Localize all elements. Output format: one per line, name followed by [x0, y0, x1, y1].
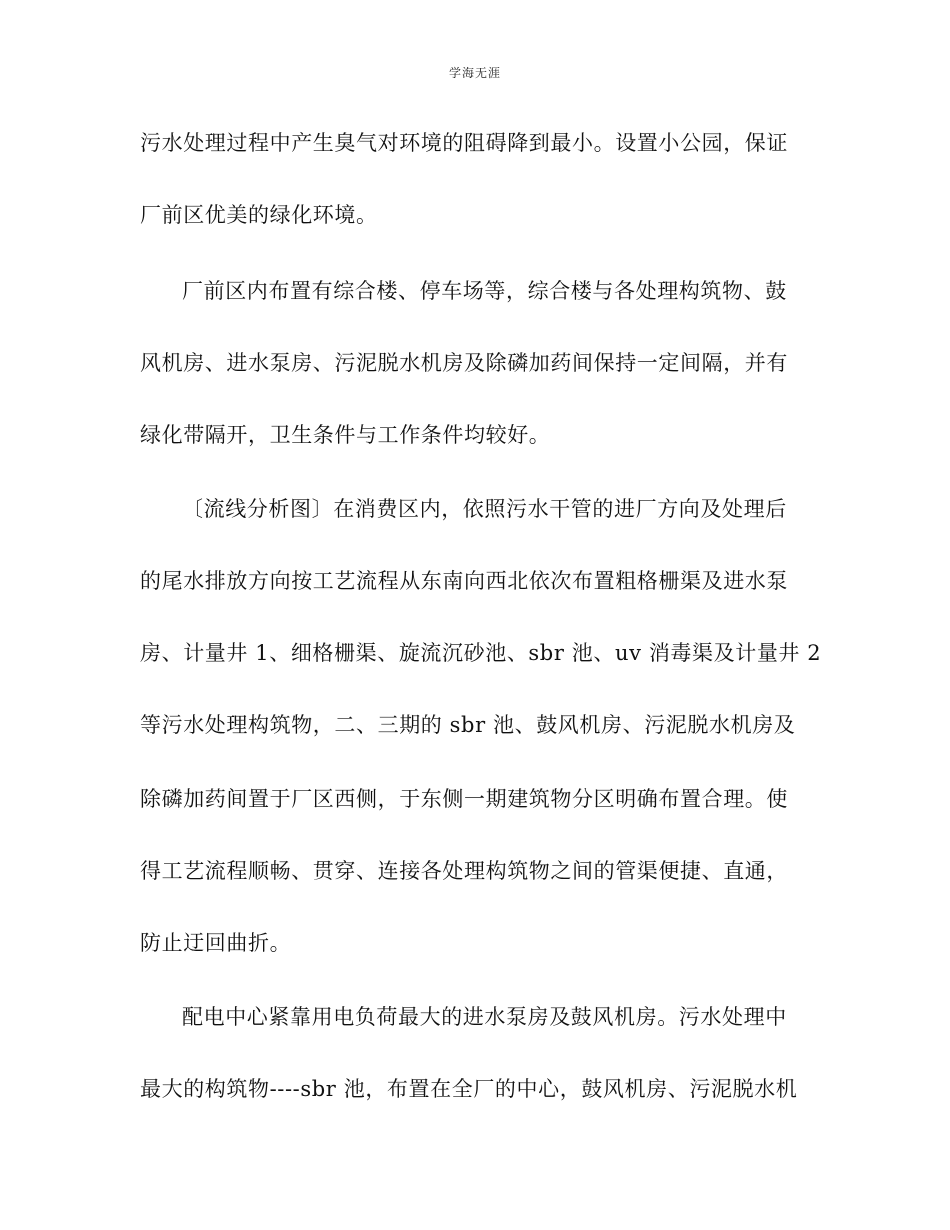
text-line-12: 防止迂回曲折。 — [140, 931, 292, 955]
text-line-5: 绿化带隔开，卫生条件与工作条件均较好。 — [140, 423, 551, 447]
text-line-7: 的尾水排放方向按工艺流程从东南向西北依次布置粗格栅渠及进水泵 — [140, 569, 788, 593]
text-line-9: 等污水处理构筑物，二、三期的 sbr 池、鼓风机房、污泥脱水机房及 — [140, 713, 796, 737]
text-line-2: 厂前区优美的绿化环境。 — [140, 203, 378, 227]
text-line-14: 最大的构筑物----sbr 池，布置在全厂的中心，鼓风机房、污泥脱水机 — [140, 1077, 798, 1101]
text-line-8: 房、计量井 1、细格栅渠、旋流沉砂池、sbr 池、uv 消毒渠及计量井 2 — [140, 641, 822, 665]
text-line-4: 风机房、进水泵房、污泥脱水机房及除磷加药间保持一定间隔，并有 — [140, 351, 788, 375]
text-line-1: 污水处理过程中产生臭气对环境的阻碍降到最小。设置小公园，保证 — [140, 131, 788, 155]
text-line-10: 除磷加药间置于厂区西侧，于东侧一期建筑物分区明确布置合理。使 — [140, 787, 788, 811]
text-line-11: 得工艺流程顺畅、贯穿、连接各处理构筑物之间的管渠便捷、直通， — [140, 859, 788, 883]
page-header: 学海无涯 — [448, 66, 501, 80]
paragraph-start-3: 配电中心紧靠用电负荷最大的进水泵房及鼓风机房。污水处理中 — [182, 1005, 787, 1029]
paragraph-start-1: 厂前区内布置有综合楼、停车场等，综合楼与各处理构筑物、鼓 — [182, 279, 787, 303]
paragraph-start-2: 〔流线分析图〕在消费区内，依照污水干管的进厂方向及处理后 — [182, 497, 787, 521]
